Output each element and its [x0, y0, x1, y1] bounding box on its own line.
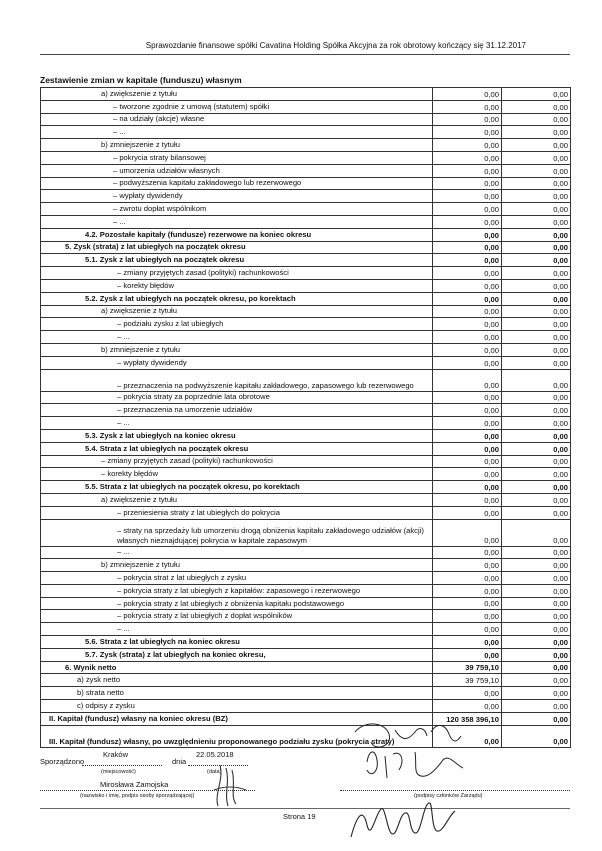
- row-value-previous: 0,00: [502, 559, 571, 572]
- row-value-previous: 0,00: [502, 404, 571, 417]
- row-value-previous: 0,00: [502, 712, 571, 725]
- equity-changes-table: [40, 87, 571, 748]
- row-value-previous: 0,00: [502, 506, 571, 519]
- row-label: 5.6. Strata z lat ubiegłych na koniec okresu: [41, 636, 433, 649]
- row-label: II. Kapitał (fundusz) własny na koniec okresu (BZ): [41, 712, 433, 725]
- table-row: [41, 305, 571, 318]
- row-label: – korekty błędów: [41, 279, 433, 292]
- page-number: Strona 19: [283, 812, 316, 821]
- header-text: Sprawozdanie finansowe spółki Cavatina Holding Spółka Akcyjna za rok obrotowy kończący się 31.12.2017: [145, 41, 526, 50]
- section-title: Zestawienie zmian w kapitale (funduszu) własnym: [40, 75, 242, 85]
- row-label: 6. Wynik netto: [41, 661, 433, 674]
- row-label: – ...: [41, 126, 433, 139]
- row-value-current: 0,00: [433, 228, 502, 241]
- row-value-previous: 0,00: [502, 610, 571, 623]
- row-value-current: 0,00: [433, 318, 502, 331]
- row-value-current: 0,00: [433, 725, 502, 747]
- row-label: 5.3. Zysk z lat ubiegłych na koniec okresu: [41, 429, 433, 442]
- row-value-current: 0,00: [433, 113, 502, 126]
- row-value-current: 0,00: [433, 455, 502, 468]
- row-label: – ...: [41, 215, 433, 228]
- row-value-current: 0,00: [433, 139, 502, 152]
- row-value-current: 0,00: [433, 429, 502, 442]
- row-value-current: 0,00: [433, 687, 502, 700]
- table-row: [41, 369, 571, 391]
- table-row: [41, 519, 571, 546]
- table-row: [41, 572, 571, 585]
- table-row: [41, 318, 571, 331]
- row-value-previous: 0,00: [502, 493, 571, 506]
- row-label: b) zmniejszenie z tytułu: [41, 139, 433, 152]
- row-value-current: 0,00: [433, 636, 502, 649]
- row-label: – pokrycia straty za poprzednie lata obrotowe: [41, 391, 433, 404]
- row-label: – ...: [41, 417, 433, 430]
- table-row: [41, 113, 571, 126]
- row-value-current: 0,00: [433, 623, 502, 636]
- row-value-previous: 0,00: [502, 674, 571, 687]
- document-header: [40, 40, 570, 55]
- row-label: – pokrycia straty z lat ubiegłych z kapitałów: zapasowego i rezerwowego: [41, 584, 433, 597]
- date-caption: (data): [207, 769, 222, 775]
- place-value: Kraków: [103, 750, 129, 759]
- row-value-previous: 0,00: [502, 468, 571, 481]
- row-value-current: 0,00: [433, 292, 502, 305]
- table-row: [41, 177, 571, 190]
- row-label: 4.2. Pozostałe kapitały (fundusze) rezerwowe na koniec okresu: [41, 228, 433, 241]
- row-value-previous: 0,00: [502, 481, 571, 494]
- table-row: [41, 623, 571, 636]
- table-row: [41, 404, 571, 417]
- table-row: [41, 139, 571, 152]
- table-row: [41, 88, 571, 101]
- row-value-previous: 0,00: [502, 648, 571, 661]
- preparer-caption: (nazwisko i imię, podpis osoby sporządzającej): [80, 793, 195, 799]
- row-value-current: 0,00: [433, 404, 502, 417]
- row-label: – tworzone zgodnie z umową (statutem) spółki: [41, 100, 433, 113]
- table-row: [41, 661, 571, 674]
- row-label: III. Kapitał (fundusz) własny, po uwzględnieniu proponowanego podziału zysku (pokrycia straty): [41, 725, 433, 747]
- row-value-previous: 0,00: [502, 215, 571, 228]
- table-row: [41, 468, 571, 481]
- row-value-previous: 0,00: [502, 369, 571, 391]
- row-label: – przeniesienia straty z lat ubiegłych do pokrycia: [41, 506, 433, 519]
- row-value-current: 0,00: [433, 597, 502, 610]
- row-value-previous: 0,00: [502, 429, 571, 442]
- row-value-previous: 0,00: [502, 584, 571, 597]
- row-label: – wypłaty dywidendy: [41, 356, 433, 369]
- row-value-previous: 0,00: [502, 331, 571, 344]
- row-value-current: 0,00: [433, 584, 502, 597]
- table-row: [41, 241, 571, 254]
- table-row: [41, 343, 571, 356]
- row-label: 5.4. Strata z lat ubiegłych na początek okresu: [41, 442, 433, 455]
- row-value-previous: 0,00: [502, 292, 571, 305]
- table-row: [41, 391, 571, 404]
- row-value-current: 0,00: [433, 369, 502, 391]
- row-value-previous: 0,00: [502, 126, 571, 139]
- row-label: – korekty błędów: [41, 468, 433, 481]
- row-value-current: 0,00: [433, 343, 502, 356]
- row-label: – zmiany przyjętych zasad (polityki) rachunkowości: [41, 455, 433, 468]
- row-value-current: 0,00: [433, 203, 502, 216]
- table-row: [41, 100, 571, 113]
- table-row: [41, 610, 571, 623]
- row-value-current: 0,00: [433, 546, 502, 559]
- place-caption: (miejscowość): [101, 769, 136, 775]
- row-value-previous: 0,00: [502, 100, 571, 113]
- row-label: – na udziały (akcje) własne: [41, 113, 433, 126]
- table-row: [41, 215, 571, 228]
- row-value-current: 0,00: [433, 151, 502, 164]
- row-label: – wypłaty dywidendy: [41, 190, 433, 203]
- table-row: [41, 481, 571, 494]
- row-value-previous: 0,00: [502, 151, 571, 164]
- row-label: – straty na sprzedaży lub umorzeniu drogą obniżenia kapitału zakładowego udziałów (akcji) własnych nieznajdującej pokrycia w kapitale zapasowym: [41, 519, 433, 546]
- row-value-current: 0,00: [433, 519, 502, 546]
- table-row: [41, 725, 571, 747]
- row-value-current: 120 358 396,10: [433, 712, 502, 725]
- row-label: – przeznaczenia na podwyższenie kapitału zakładowego, zapasowego lub rezerwowego: [41, 369, 433, 391]
- table-row: [41, 164, 571, 177]
- row-value-current: 0,00: [433, 215, 502, 228]
- row-value-current: 0,00: [433, 88, 502, 101]
- board-signature-upper: [345, 712, 475, 787]
- row-value-previous: 0,00: [502, 597, 571, 610]
- table-row: [41, 674, 571, 687]
- table-row: [41, 559, 571, 572]
- row-label: – pokrycia straty bilansowej: [41, 151, 433, 164]
- row-value-previous: 0,00: [502, 177, 571, 190]
- row-label: 5.5. Strata z lat ubiegłych na początek okresu, po korektach: [41, 481, 433, 494]
- table-row: [41, 254, 571, 267]
- row-value-previous: 0,00: [502, 228, 571, 241]
- row-value-current: 0,00: [433, 100, 502, 113]
- row-label: – ...: [41, 623, 433, 636]
- row-value-current: 0,00: [433, 164, 502, 177]
- row-value-previous: 0,00: [502, 687, 571, 700]
- table-row: [41, 279, 571, 292]
- row-value-previous: 0,00: [502, 139, 571, 152]
- row-value-current: 0,00: [433, 305, 502, 318]
- table-row: [41, 648, 571, 661]
- table-row: [41, 267, 571, 280]
- table-row: [41, 493, 571, 506]
- table-row: [41, 203, 571, 216]
- row-label: a) zwiększenie z tytułu: [41, 88, 433, 101]
- row-label: c) odpisy z zysku: [41, 700, 433, 713]
- row-label: – pokrycia straty z lat ubiegłych z dopłat wspólników: [41, 610, 433, 623]
- row-label: – ...: [41, 546, 433, 559]
- table-row: [41, 700, 571, 713]
- row-label: – zmiany przyjętych zasad (polityki) rachunkowości: [41, 267, 433, 280]
- board-signature-lower: [345, 785, 465, 845]
- row-value-previous: 0,00: [502, 241, 571, 254]
- row-label: – pokrycia strat z lat ubiegłych z zysku: [41, 572, 433, 585]
- row-value-current: 0,00: [433, 506, 502, 519]
- row-value-current: 0,00: [433, 481, 502, 494]
- row-value-previous: 0,00: [502, 725, 571, 747]
- row-value-current: 0,00: [433, 700, 502, 713]
- row-value-current: 0,00: [433, 610, 502, 623]
- row-label: b) strata netto: [41, 687, 433, 700]
- table-row: [41, 417, 571, 430]
- table-row: [41, 356, 571, 369]
- row-value-current: 0,00: [433, 559, 502, 572]
- table-row: [41, 429, 571, 442]
- row-value-previous: 0,00: [502, 572, 571, 585]
- row-value-previous: 0,00: [502, 190, 571, 203]
- row-label: – ...: [41, 331, 433, 344]
- row-label: 5. Zysk (strata) z lat ubiegłych na początek okresu: [41, 241, 433, 254]
- row-value-current: 0,00: [433, 356, 502, 369]
- row-value-previous: 0,00: [502, 318, 571, 331]
- table-row: [41, 584, 571, 597]
- row-label: – podwyższenia kapitału zakładowego lub rezerwowego: [41, 177, 433, 190]
- row-label: 5.1. Zysk z lat ubiegłych na początek okresu: [41, 254, 433, 267]
- row-value-previous: 0,00: [502, 661, 571, 674]
- row-value-previous: 0,00: [502, 356, 571, 369]
- table-row: [41, 597, 571, 610]
- row-value-current: 0,00: [433, 190, 502, 203]
- row-label: 5.2. Zysk z lat ubiegłych na początek okresu, po korektach: [41, 292, 433, 305]
- row-value-current: 0,00: [433, 126, 502, 139]
- preparer-name: Mirosława Zamojska: [100, 780, 169, 789]
- row-value-current: 0,00: [433, 177, 502, 190]
- row-value-previous: 0,00: [502, 305, 571, 318]
- row-label: – pokrycia straty z lat ubiegłych z obniżenia kapitału podstawowego: [41, 597, 433, 610]
- row-label: – umorzenia udziałów własnych: [41, 164, 433, 177]
- preparer-signature: [200, 760, 260, 810]
- row-value-previous: 0,00: [502, 417, 571, 430]
- table-row: [41, 292, 571, 305]
- table-row: [41, 687, 571, 700]
- date-value: 22.05.2018: [196, 750, 234, 759]
- row-value-previous: 0,00: [502, 254, 571, 267]
- table-row: [41, 546, 571, 559]
- row-value-current: 0,00: [433, 442, 502, 455]
- row-value-current: 0,00: [433, 417, 502, 430]
- row-value-previous: 0,00: [502, 455, 571, 468]
- row-label: a) zysk netto: [41, 674, 433, 687]
- row-value-current: 0,00: [433, 241, 502, 254]
- row-value-previous: 0,00: [502, 88, 571, 101]
- row-value-previous: 0,00: [502, 343, 571, 356]
- row-value-current: 0,00: [433, 279, 502, 292]
- row-value-current: 0,00: [433, 572, 502, 585]
- row-label: – zwrotu dopłat wspólnikom: [41, 203, 433, 216]
- row-value-previous: 0,00: [502, 267, 571, 280]
- row-label: b) zmniejszenie z tytułu: [41, 559, 433, 572]
- row-value-previous: 0,00: [502, 113, 571, 126]
- table-row: [41, 506, 571, 519]
- row-label: – podziału zysku z lat ubiegłych: [41, 318, 433, 331]
- row-value-previous: 0,00: [502, 623, 571, 636]
- row-value-previous: 0,00: [502, 442, 571, 455]
- table-row: [41, 331, 571, 344]
- row-value-current: 0,00: [433, 648, 502, 661]
- row-value-previous: 0,00: [502, 636, 571, 649]
- table-row: [41, 151, 571, 164]
- row-value-current: 0,00: [433, 468, 502, 481]
- row-value-previous: 0,00: [502, 700, 571, 713]
- row-value-current: 0,00: [433, 331, 502, 344]
- row-value-current: 0,00: [433, 493, 502, 506]
- row-label: b) zmniejszenie z tytułu: [41, 343, 433, 356]
- table-row: [41, 636, 571, 649]
- row-value-current: 0,00: [433, 267, 502, 280]
- table-row: [41, 190, 571, 203]
- row-value-previous: 0,00: [502, 164, 571, 177]
- row-value-current: 0,00: [433, 254, 502, 267]
- table-row: [41, 712, 571, 725]
- date-label: dnia: [172, 757, 187, 766]
- row-value-previous: 0,00: [502, 391, 571, 404]
- board-caption: (podpisy członków Zarządu): [414, 793, 483, 799]
- table-row: [41, 126, 571, 139]
- table-row: [41, 442, 571, 455]
- row-label: a) zwiększenie z tytułu: [41, 493, 433, 506]
- row-value-previous: 0,00: [502, 203, 571, 216]
- prepared-label: Sporządzono: [40, 757, 85, 766]
- row-value-previous: 0,00: [502, 279, 571, 292]
- row-label: 5.7. Zysk (strata) z lat ubiegłych na koniec okresu,: [41, 648, 433, 661]
- table-row: [41, 228, 571, 241]
- row-label: a) zwiększenie z tytułu: [41, 305, 433, 318]
- row-value-current: 39 759,10: [433, 674, 502, 687]
- table-row: [41, 455, 571, 468]
- row-value-previous: 0,00: [502, 546, 571, 559]
- row-value-previous: 0,00: [502, 519, 571, 546]
- row-value-current: 39 759,10: [433, 661, 502, 674]
- row-value-current: 0,00: [433, 391, 502, 404]
- row-label: – przeznaczenia na umorzenie udziałów: [41, 404, 433, 417]
